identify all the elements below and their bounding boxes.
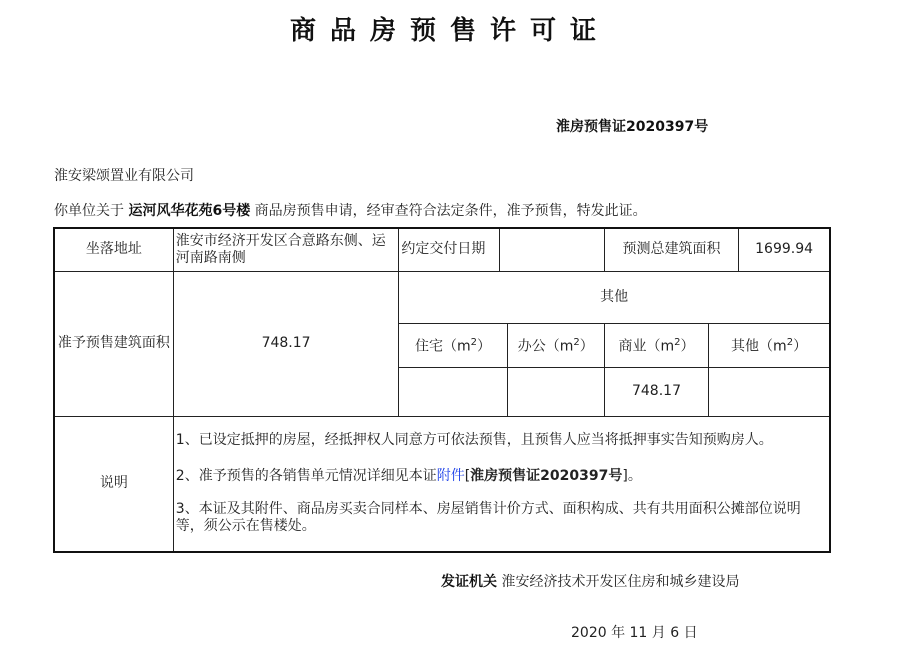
office-value	[507, 367, 604, 416]
presale-area-value: 748.17	[173, 271, 399, 416]
company-name: 淮安梁颂置业有限公司	[54, 168, 194, 184]
residential-value	[399, 367, 507, 416]
notes-label: 说明	[54, 416, 173, 552]
delivery-date-label: 约定交付日期	[399, 228, 499, 271]
commercial-value: 748.17	[604, 367, 708, 416]
note-1: 1、已设定抵押的房屋，经抵押权人同意方可依法预售，且预售人应当将抵押事实告知预购房人。	[175, 432, 773, 449]
column-office: 办公$(m^2)$	[507, 323, 604, 367]
issuer-label: 发证机关	[441, 574, 497, 590]
presale-area-label: 准予预售建筑面积	[54, 271, 173, 416]
delivery-date-value	[499, 228, 604, 271]
column-other: 其他$(m^2)$	[709, 323, 830, 367]
certificate-number: 淮房预售证2020397号	[556, 119, 709, 135]
column-commercial: 商业$(m^2)$	[604, 323, 708, 367]
note-2-reference: 淮房预售证2020397号	[470, 468, 623, 485]
notes-content	[173, 416, 830, 552]
total-area-label: 预测总建筑面积	[604, 228, 738, 271]
issue-date: 2020 年 11 月 6 日	[571, 625, 698, 641]
note-3: 3、本证及其附件、商品房买卖合同样本、房屋销售计价方式、面积构成、共有共用面积公摊部位说明等，须公示在售楼处。	[175, 501, 801, 535]
location-label: 坐落地址	[54, 228, 173, 271]
location-value: 淮安市经济开发区合意路东侧、运河南路南侧	[173, 228, 399, 271]
column-residential: 住宅$(m^2)$	[399, 323, 507, 367]
permit-table	[53, 227, 831, 553]
attachment-link[interactable]: 附件	[436, 468, 465, 485]
notice-suffix: 商品房预售申请，经审查符合法定条件，准予预售，特发此证。	[250, 203, 647, 219]
other-header: 其他	[399, 271, 830, 323]
approval-notice	[54, 200, 647, 220]
issuer-value: 淮安经济技术开发区住房和城乡建设局	[497, 574, 740, 590]
notice-prefix: 你单位关于	[54, 203, 129, 219]
page-title: 商品房预售许可证	[289, 16, 610, 46]
issuing-authority	[441, 571, 739, 591]
total-area-value: 1699.94	[739, 228, 830, 271]
other-value	[709, 367, 830, 416]
note-2: 2、准予预售的各销售单元情况详细见本证附件[淮房预售证2020397号]。	[175, 468, 642, 485]
project-name: 运河风华花苑6号楼	[128, 203, 251, 219]
